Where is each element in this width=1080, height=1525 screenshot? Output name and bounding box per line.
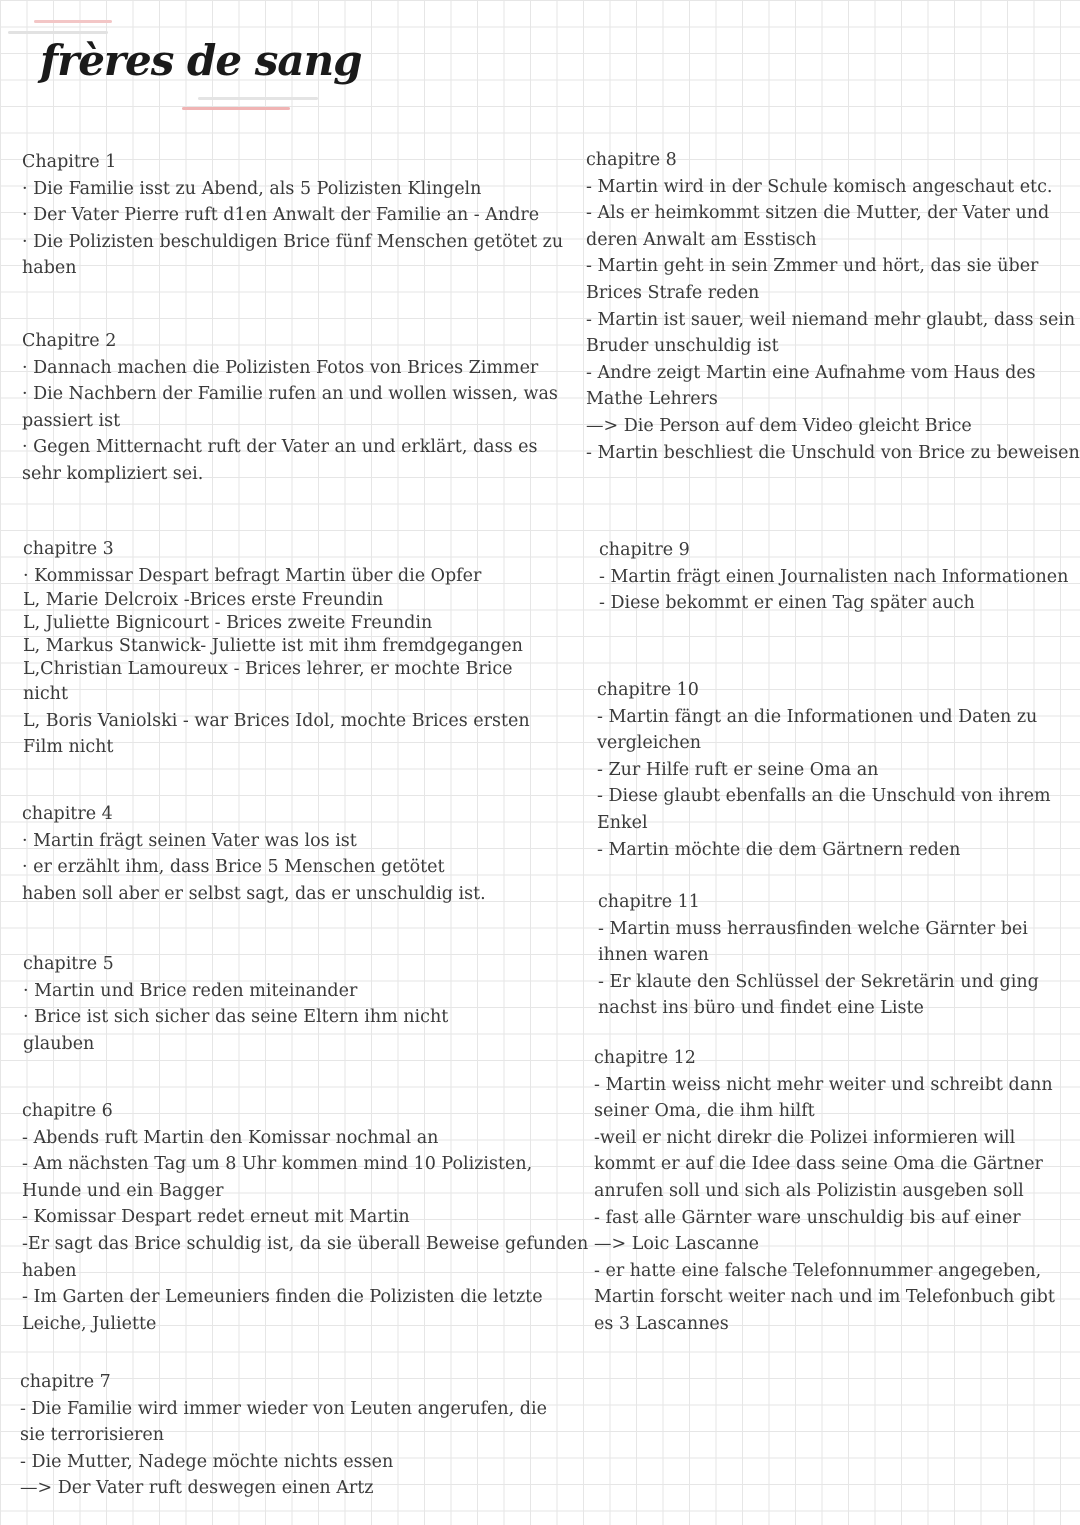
note-line: Martin forscht weiter nach und im Telefonbuch gibt	[594, 1287, 1055, 1308]
note-line: - Martin ist sauer, weil niemand mehr glaubt, dass sein	[586, 309, 1076, 330]
note-line: nicht	[23, 684, 68, 705]
note-line: —> Loic Lascanne	[594, 1234, 760, 1255]
chapter-4	[22, 801, 486, 907]
note-line: · Kommissar Despart befragt Martin über die Opfer	[23, 565, 482, 586]
decor-line-underline-gray	[198, 97, 318, 100]
note-line: - Andre zeigt Martin eine Aufnahme vom Haus des	[586, 362, 1036, 383]
note-line: L, Marie Delcroix -Brices erste Freundin	[23, 590, 384, 611]
note-line: Leiche, Juliette	[22, 1313, 157, 1334]
note-line: seiner Oma, die ihm hilft	[594, 1101, 815, 1122]
decor-line-underline-red	[182, 107, 290, 110]
chapter-heading: chapitre 4	[22, 804, 113, 824]
note-line: · Dannach machen die Polizisten Fotos von Brices Zimmer	[22, 357, 539, 378]
note-line: - Die Mutter, Nadege möchte nichts essen	[20, 1451, 394, 1472]
note-line: - Martin fängt an die Informationen und Daten zu	[597, 706, 1038, 727]
chapter-1	[22, 149, 563, 282]
note-line: L, Juliette Bignicourt - Brices zweite Freundin	[23, 613, 433, 634]
note-line: ihnen waren	[598, 945, 709, 966]
note-line: Hunde und ein Bagger	[22, 1180, 224, 1201]
note-line: -weil er nicht direkr die Polizei informieren will	[594, 1127, 1016, 1148]
note-line: vergleichen	[597, 733, 702, 754]
note-line: - Martin weiss nicht mehr weiter und schreibt dann	[594, 1074, 1053, 1095]
note-line: Bruder unschuldig ist	[586, 336, 779, 357]
note-line: - Als er heimkommt sitzen die Mutter, der Vater und	[586, 203, 1050, 224]
chapter-heading: chapitre 5	[23, 954, 114, 974]
note-line: - Martin wird in der Schule komisch angeschaut etc.	[586, 176, 1053, 197]
note-line: -Er sagt das Brice schuldig ist, da sie überall Beweise gefunden	[22, 1233, 589, 1254]
note-line: · Martin frägt seinen Vater was los ist	[22, 830, 357, 851]
chapter-heading: chapitre 10	[597, 680, 699, 700]
page-title: frères de sang	[40, 36, 362, 85]
note-line: haben	[22, 258, 77, 279]
note-line: —> Der Vater ruft deswegen einen Artz	[20, 1478, 374, 1499]
chapter-heading: chapitre 8	[586, 150, 677, 170]
note-line: - Die Familie wird immer wieder von Leuten angerufen, die	[20, 1398, 547, 1419]
note-line: - Im Garten der Lemeuniers finden die Polizisten die letzte	[22, 1287, 543, 1308]
chapter-3	[23, 536, 530, 761]
note-line: - Komissar Despart redet erneut mit Martin	[22, 1207, 410, 1228]
note-line: —> Die Person auf dem Video gleicht Brice	[586, 415, 972, 436]
chapter-heading: chapitre 9	[599, 540, 690, 560]
note-line: - Er klaute den Schlüssel der Sekretärin und ging	[598, 971, 1039, 992]
note-line: · er erzählt ihm, dass Brice 5 Menschen getötet	[22, 857, 445, 878]
note-line: - Am nächsten Tag um 8 Uhr kommen mind 10 Polizisten,	[22, 1154, 533, 1175]
note-line: anrufen soll und sich als Polizistin ausgeben soll	[594, 1180, 1024, 1201]
note-line: Brices Strafe reden	[586, 282, 760, 303]
chapter-2	[22, 328, 558, 488]
note-line: - Martin beschliest die Unschuld von Brice zu beweisen	[586, 442, 1080, 463]
note-line: - er hatte eine falsche Telefonnummer angegeben,	[594, 1260, 1042, 1281]
note-line: deren Anwalt am Esstisch	[586, 229, 817, 250]
note-line: · Die Familie isst zu Abend, als 5 Polizisten Klingeln	[22, 178, 482, 199]
note-line: - Martin möchte die dem Gärtnern reden	[597, 839, 961, 860]
note-line: · Der Vater Pierre ruft d1en Anwalt der Familie an - Andre	[22, 205, 540, 226]
note-line: · Martin und Brice reden miteinander	[23, 980, 358, 1001]
note-line: es 3 Lascannes	[594, 1313, 729, 1334]
chapter-12	[594, 1045, 1055, 1338]
note-line: L, Boris Vaniolski - war Brices Idol, mochte Brices ersten	[23, 710, 530, 731]
note-line: Enkel	[597, 812, 648, 833]
note-line: passiert ist	[22, 410, 121, 431]
note-line: nachst ins büro und findet eine Liste	[598, 998, 924, 1019]
note-line: sehr kompliziert sei.	[22, 463, 204, 484]
note-line: L,Christian Lamoureux - Brices lehrer, er mochte Brice	[23, 659, 513, 680]
note-line: kommt er auf die Idee dass seine Oma die Gärtner	[594, 1154, 1043, 1175]
note-line: - Martin geht in sein Zmmer und hört, das sie über	[586, 256, 1039, 277]
chapter-heading: chapitre 12	[594, 1048, 696, 1068]
decor-line-top-red	[34, 20, 112, 23]
note-line: - Diese bekommt er einen Tag später auch	[599, 593, 975, 614]
chapter-heading: chapitre 3	[23, 539, 114, 559]
note-line: - Abends ruft Martin den Komissar nochmal an	[22, 1127, 439, 1148]
chapter-heading: chapitre 11	[598, 892, 700, 912]
chapter-heading: chapitre 6	[22, 1101, 113, 1121]
note-line: - fast alle Gärnter ware unschuldig bis auf einer	[594, 1207, 1021, 1228]
note-line: · Die Polizisten beschuldigen Brice fünf Menschen getötet zu	[22, 231, 564, 252]
chapter-5	[23, 951, 448, 1057]
chapter-11	[598, 889, 1039, 1022]
note-line: glauben	[23, 1033, 95, 1054]
note-line: haben	[22, 1260, 77, 1281]
note-line: Mathe Lehrers	[586, 389, 718, 410]
note-line: Film nicht	[23, 737, 114, 758]
chapter-6	[22, 1098, 588, 1337]
note-line: - Diese glaubt ebenfalls an die Unschuld von ihrem	[597, 786, 1051, 807]
note-line: sie terrorisieren	[20, 1425, 165, 1446]
chapter-8	[586, 147, 1080, 466]
chapter-9	[599, 537, 1068, 617]
note-line: - Martin frägt einen Journalisten nach Informationen	[599, 566, 1069, 587]
note-line: L, Markus Stanwick- Juliette ist mit ihm fremdgegangen	[23, 636, 523, 657]
note-line: haben soll aber er selbst sagt, das er unschuldig ist.	[22, 883, 486, 904]
note-line: · Gegen Mitternacht ruft der Vater an und erklärt, dass es	[22, 437, 538, 458]
chapter-heading: Chapitre 2	[22, 331, 117, 351]
chapter-heading: Chapitre 1	[22, 152, 117, 172]
note-line: - Martin muss herrausfinden welche Gärnter bei	[598, 918, 1028, 939]
note-line: - Zur Hilfe ruft er seine Oma an	[597, 759, 879, 780]
chapter-10	[597, 677, 1051, 863]
decor-line-top-gray	[8, 31, 108, 34]
chapter-heading: chapitre 7	[20, 1372, 111, 1392]
chapter-7	[20, 1369, 547, 1502]
note-line: · Brice ist sich sicher das seine Eltern ihm nicht	[23, 1007, 449, 1028]
note-line: · Die Nachbern der Familie rufen an und wollen wissen, was	[22, 384, 558, 405]
